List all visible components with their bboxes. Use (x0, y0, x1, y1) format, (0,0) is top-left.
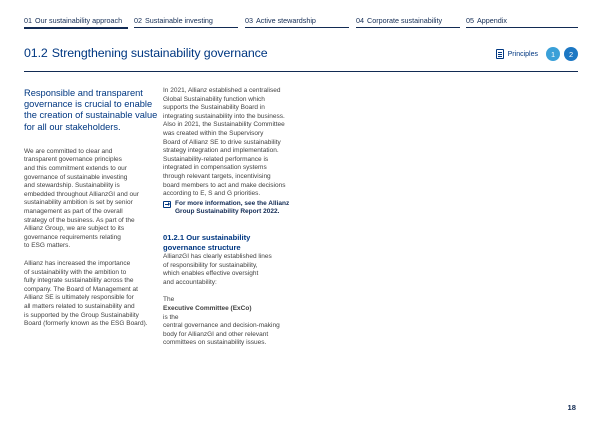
nav-item-corporate-sustainability[interactable] (356, 16, 442, 25)
text-line: embedded throughout AllianzGI and our (24, 190, 139, 198)
text-line: which enables effective oversight (163, 270, 259, 278)
principles-label[interactable]: Principles (507, 50, 538, 58)
text-line: and this commitment extends to our (24, 165, 127, 172)
document-icon (496, 49, 504, 59)
nav-active-indicator (24, 27, 128, 29)
exco-emphasis: Executive Committee (ExCo) (163, 305, 252, 313)
nav-underline (466, 27, 578, 28)
text-line: Allianz has increased the importance (24, 259, 131, 267)
section-title: Strengthening sustainability governance (51, 46, 268, 60)
principle-2-button[interactable]: 2 (564, 47, 578, 61)
text-line: Allianz Group, we are subject to its (24, 225, 125, 233)
nav-label: Appendix (477, 16, 507, 25)
text-line: fully integrate sustainability across the (24, 277, 134, 285)
text-line: Global Sustainability function which (163, 95, 265, 103)
text-line: AllianzGI has clearly established lines (163, 253, 272, 261)
lead-line: the creation of sustainable value (24, 110, 158, 121)
text-line: governance requirements relating (24, 233, 121, 241)
text-line: integrating sustainability into the business. (163, 112, 285, 120)
subsection-heading (163, 233, 303, 252)
exco-paragraph (163, 296, 303, 348)
nav-item-sustainable-investing[interactable] (134, 16, 213, 25)
page-title (24, 46, 268, 60)
text-line: board members to act and make decisions (163, 181, 286, 189)
text-line: according to E, S and G priorities. (163, 190, 261, 198)
text-line: to ESG matters. (24, 242, 71, 250)
responsibility-paragraph (163, 253, 303, 287)
nav-underline (245, 27, 349, 28)
lead-line: governance is crucial to enable (24, 99, 153, 110)
nav-label: Our sustainability approach (35, 16, 123, 25)
text-line: We are committed to clear and (24, 147, 113, 155)
text-line: body for AllianzGI and other relevant (163, 330, 269, 338)
text-fragment: is the (163, 313, 179, 321)
left-column (24, 88, 164, 329)
allianz-board-paragraph (24, 260, 164, 329)
text-line: is supported by the Group Sustainability (24, 311, 139, 319)
text-line: and stewardship. Sustainability is (24, 182, 120, 190)
text-line: strategy of the business. As part of the (24, 216, 135, 224)
text-line: sustainability ambition is set by senior (24, 199, 133, 207)
external-link-arrow-icon (163, 201, 171, 208)
nav-number: 04 (356, 16, 364, 25)
text-line: Sustainability-related performance is (163, 155, 269, 163)
text-line: Also in 2021, the Sustainability Committee (163, 121, 285, 129)
lead-line: for all our stakeholders. (24, 121, 121, 132)
principle-1-button[interactable]: 1 (546, 47, 560, 61)
text-line: management as part of the overall (24, 207, 123, 215)
right-column (163, 87, 303, 348)
text-line: central governance and decision-making (163, 322, 280, 330)
text-line: committees on sustainability issues. (163, 339, 267, 347)
text-line: was created within the Supervisory (163, 129, 264, 137)
text-line: Board of Allianz SE to drive sustainability (163, 138, 281, 146)
heading-line: governance structure (163, 242, 241, 252)
top-navigation (0, 0, 600, 30)
text-line: of responsibility for sustainability, (163, 261, 258, 269)
nav-number: 02 (134, 16, 142, 25)
nav-underline (356, 27, 460, 28)
text-line: of sustainability with the ambition to (24, 268, 127, 276)
text-line: company. The Board of Management at (24, 285, 138, 293)
text-line: through relevant targets, incentivising (163, 172, 271, 180)
text-line: strategy integration and implementation. (163, 147, 279, 155)
text-line: transparent governance principles (24, 156, 122, 164)
text-line: Allianz SE is ultimately responsible for (24, 294, 134, 302)
text-fragment: The (163, 296, 175, 304)
section-number: 01.2 (24, 46, 48, 60)
link-text[interactable]: Group Sustainability Report 2022. (175, 208, 280, 216)
governance-paragraph (24, 148, 164, 251)
nav-item-active-stewardship[interactable] (245, 16, 316, 25)
nav-label: Active stewardship (256, 16, 316, 25)
lead-statement (24, 88, 164, 133)
nav-label: Corporate sustainability (367, 16, 443, 25)
nav-label: Sustainable investing (145, 16, 213, 25)
text-line: all matters related to sustainability and (24, 302, 135, 310)
nav-number: 01 (24, 16, 32, 25)
text-line (163, 296, 303, 322)
link-text[interactable]: For more information, see the Allianz (175, 199, 290, 207)
nav-number: 03 (245, 16, 253, 25)
text-line: and accountability: (163, 278, 217, 286)
text-line: integrated in compensation systems (163, 164, 267, 172)
principles-nav (496, 44, 578, 64)
nav-item-appendix[interactable] (466, 16, 507, 25)
nav-item-sustainability-approach[interactable] (24, 16, 122, 25)
sustainability-report-link[interactable] (163, 200, 303, 217)
nav-number: 05 (466, 16, 474, 25)
nav-underline (134, 27, 238, 28)
title-divider (24, 71, 578, 72)
lead-line: Responsible and transparent (24, 88, 143, 98)
text-line: In 2021, Allianz established a centralised (163, 87, 281, 94)
text-line: Board (formerly known as the ESG Board). (24, 320, 148, 328)
text-line: supports the Sustainability Board in (163, 104, 265, 112)
text-line: governance of sustainable investing (24, 173, 128, 181)
global-sustainability-paragraph (163, 87, 303, 199)
heading-line: 01.2.1 Our sustainability (163, 232, 251, 242)
page-number: 18 (567, 403, 576, 412)
